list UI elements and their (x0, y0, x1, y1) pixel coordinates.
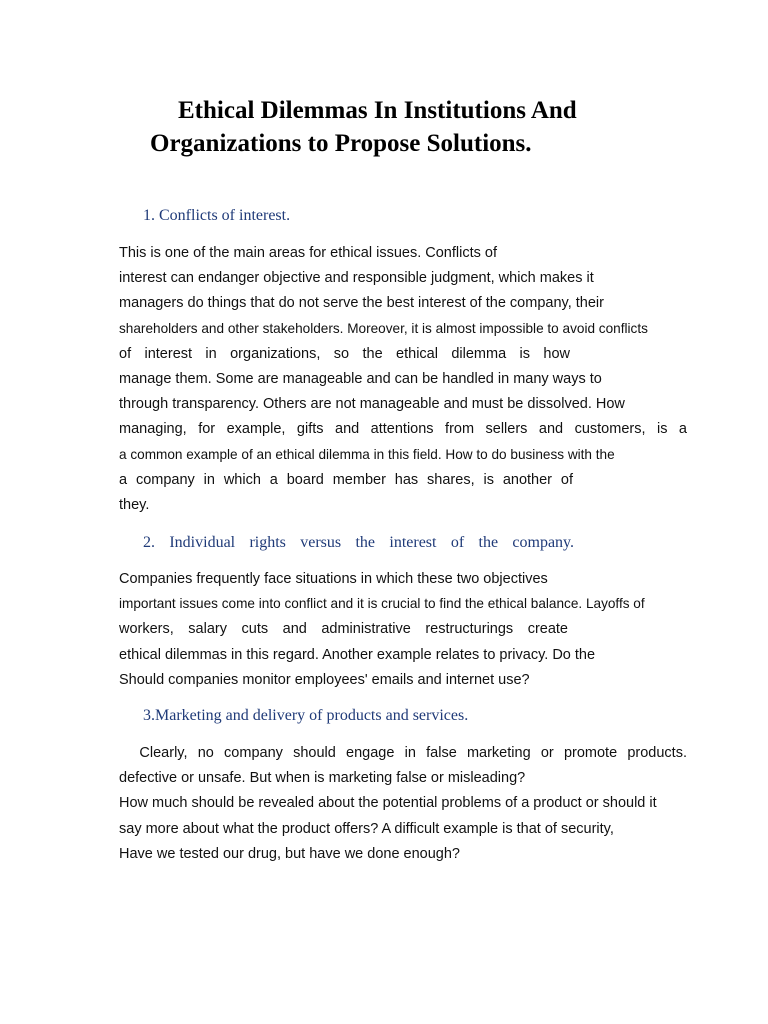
section-heading-2: 2. Individual rights versus the interest of the company. (143, 534, 574, 551)
paragraph-line: of interest in organizations, so the ethical dilemma is how (119, 346, 570, 362)
document-title-line-2: Organizations to Propose Solutions. (150, 130, 532, 157)
paragraph-line: workers, salary cuts and administrative restructurings create (119, 621, 568, 637)
section-heading-1: 1. Conflicts of interest. (143, 207, 291, 224)
document-title-line-1: Ethical Dilemmas In Institutions And (178, 97, 577, 124)
paragraph-line: managing, for example, gifts and attentions from sellers and customers, is a (119, 421, 687, 437)
paragraph-line: a common example of an ethical dilemma in this field. How to do business with the (119, 447, 615, 462)
section-heading-3: 3.Marketing and delivery of products and services. (143, 707, 469, 724)
paragraph-line: through transparency. Others are not manageable and must be dissolved. How (119, 396, 625, 412)
paragraph-line: defective or unsafe. But when is marketing false or misleading? (119, 770, 526, 786)
paragraph-line: ethical dilemmas in this regard. Another example relates to privacy. Do the (119, 647, 596, 663)
paragraph-line: Clearly, no company should engage in false marketing or promote products. (119, 745, 687, 761)
paragraph-line: a company in which a board member has shares, is another of (119, 472, 573, 488)
paragraph-line: important issues come into conflict and it is crucial to find the ethical balance. Layoffs of (119, 596, 645, 611)
paragraph-line: Should companies monitor employees' emails and internet use? (119, 672, 530, 688)
paragraph-line: interest can endanger objective and responsible judgment, which makes it (119, 270, 594, 286)
paragraph-line: manage them. Some are manageable and can be handled in many ways to (119, 371, 602, 387)
paragraph-line: they. (119, 497, 150, 513)
paragraph-line: say more about what the product offers? A difficult example is that of security, (119, 821, 614, 837)
paragraph-line: Have we tested our drug, but have we done enough? (119, 846, 460, 862)
paragraph-line: How much should be revealed about the potential problems of a product or should it (119, 795, 657, 811)
paragraph-line: shareholders and other stakeholders. Moreover, it is almost impossible to avoid conflicts (119, 321, 648, 336)
paragraph-line: managers do things that do not serve the best interest of the company, their (119, 295, 604, 311)
paragraph-line: Companies frequently face situations in which these two objectives (119, 571, 548, 587)
paragraph-line: This is one of the main areas for ethical issues. Conflicts of (119, 245, 497, 261)
